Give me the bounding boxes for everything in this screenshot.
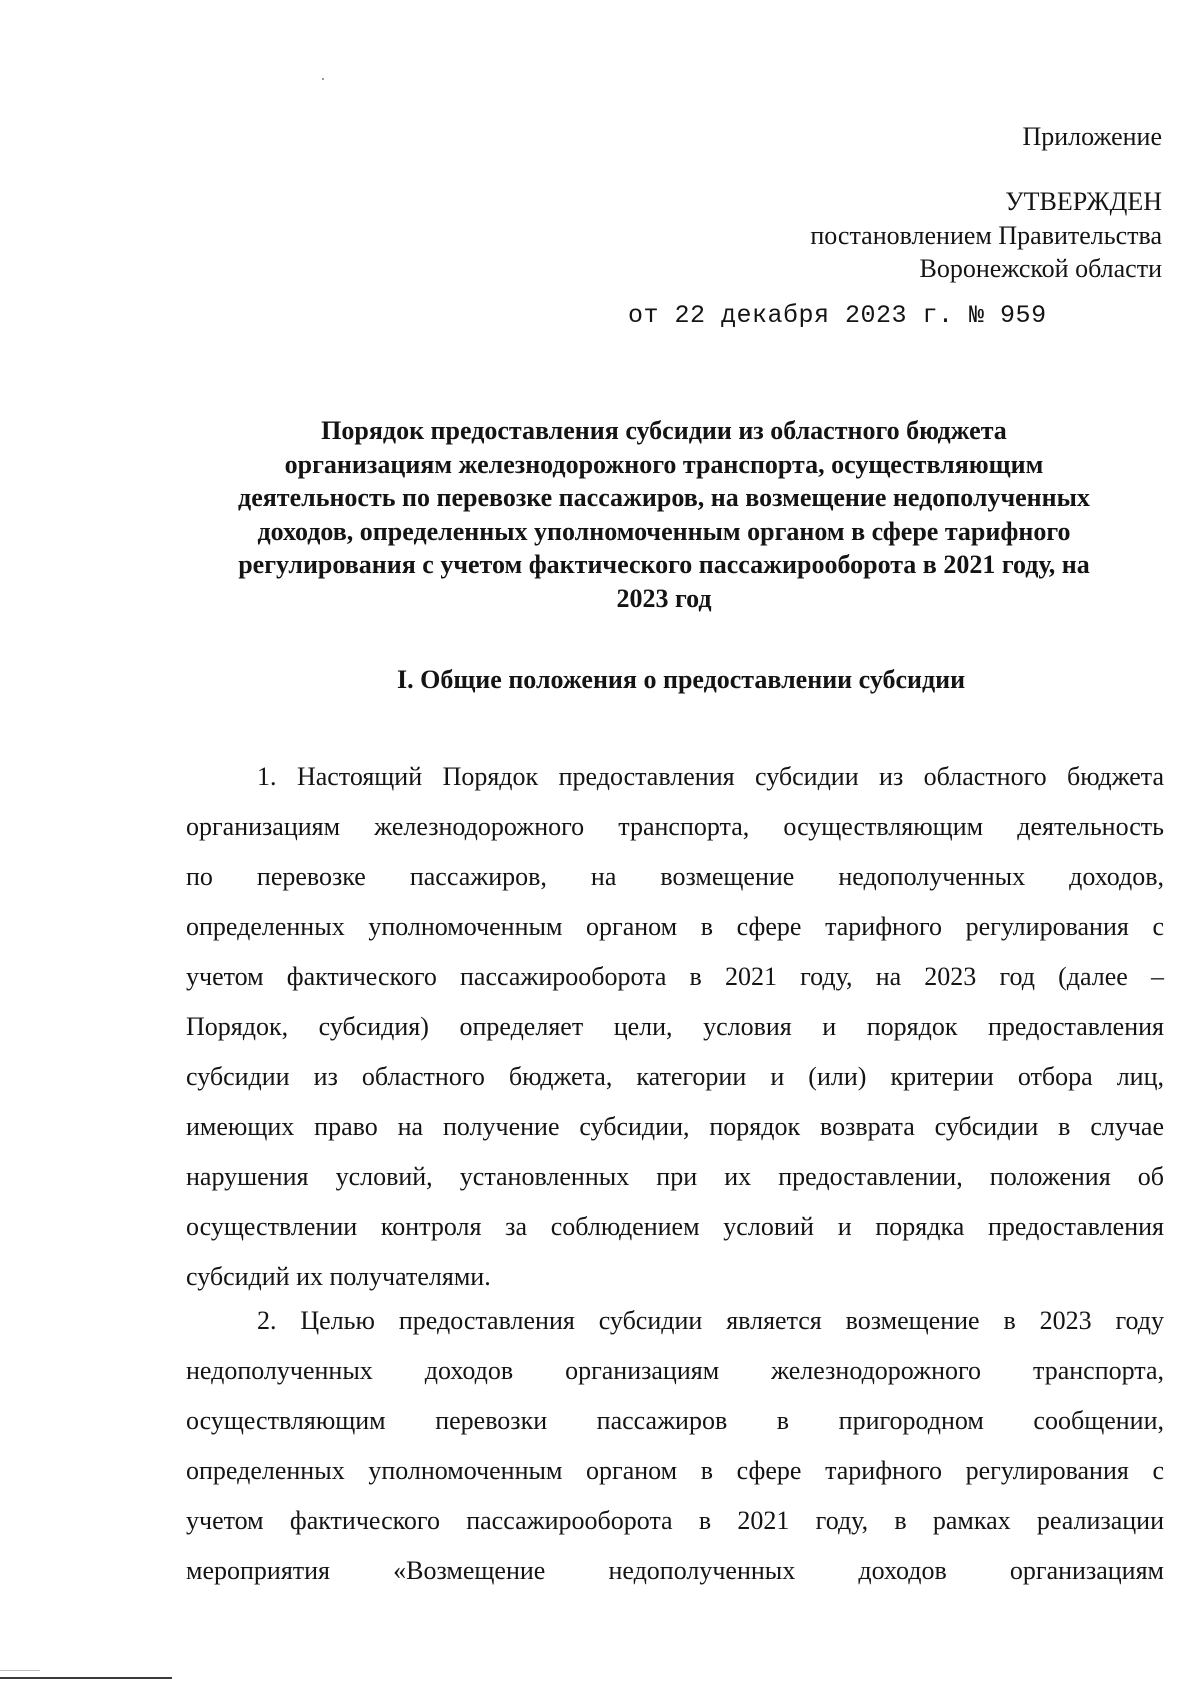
paragraph-line: учетом фактического пассажирооборота в 2021 году, в рамках реализации [186,1506,1164,1535]
decree-line-1: постановлением Правительства [810,221,1162,250]
scan-speck [322,78,324,80]
title-line: 2023 год [616,583,712,613]
appendix-label: Приложение [1022,122,1162,151]
paragraph-line: Порядок, субсидия) определяет цели, условия и порядок предоставления [186,1012,1164,1041]
paragraph-line: нарушения условий, установленных при их предоставлении, положения об [186,1162,1164,1191]
paragraph-line: по перевозке пассажиров, на возмещение недополученных доходов, [186,862,1164,891]
title-line: доходов, определенных уполномоченным органом в сфере тарифного [257,516,1071,546]
decree-line-2: Воронежской области [919,254,1162,283]
paragraph-line: определенных уполномоченным органом в сфере тарифного регулирования с [186,1456,1164,1485]
document-title [186,414,1142,615]
decree-date-number: от 22 декабря 2023 г. № 959 [628,301,1047,330]
title-line: регулирования с учетом фактического пассажирооборота в 2021 году, на [238,550,1090,579]
paragraph-line: мероприятия «Возмещение недополученных доходов организациям [186,1556,1164,1585]
approved-label: УТВЕРЖДЕН [1005,187,1162,216]
paragraph-line: субсидий их получателями. [186,1262,491,1291]
paragraph-line: осуществляющим перевозки пассажиров в пригородном сообщении, [186,1406,1164,1435]
paragraph-line: осуществлении контроля за соблюдением условий и порядка предоставления [186,1212,1164,1241]
scan-edge-mark [0,1670,40,1671]
paragraph-2 [186,1296,1164,1596]
paragraph-line: организациям железнодорожного транспорта, осуществляющим деятельность [186,812,1164,841]
paragraph-line: 1. Настоящий Порядок предоставления субсидии из областного бюджета [257,762,1164,791]
paragraph-line: имеющих право на получение субсидии, порядок возврата субсидии в случае [186,1112,1164,1141]
paragraph-line: определенных уполномоченным органом в сфере тарифного регулирования с [186,912,1164,941]
paragraph-1 [186,752,1164,1302]
title-line: Порядок предоставления субсидии из областного бюджета [321,416,1007,445]
section-heading: I. Общие положения о предоставлении субсидии [397,665,966,694]
title-line: организациям железнодорожного транспорта, осуществляющим [284,449,1044,479]
paragraph-line: недополученных доходов организациям железнодорожного транспорта, [186,1356,1164,1385]
paragraph-line: 2. Целью предоставления субсидии является возмещение в 2023 году [257,1306,1164,1335]
paragraph-line: учетом фактического пассажирооборота в 2021 году, на 2023 год (далее – [186,962,1164,991]
paragraph-line: субсидии из областного бюджета, категории и (или) критерии отбора лиц, [186,1062,1164,1091]
title-line: деятельность по перевозке пассажиров, на возмещение недополученных [238,483,1090,512]
scan-edge-line [0,1677,172,1679]
